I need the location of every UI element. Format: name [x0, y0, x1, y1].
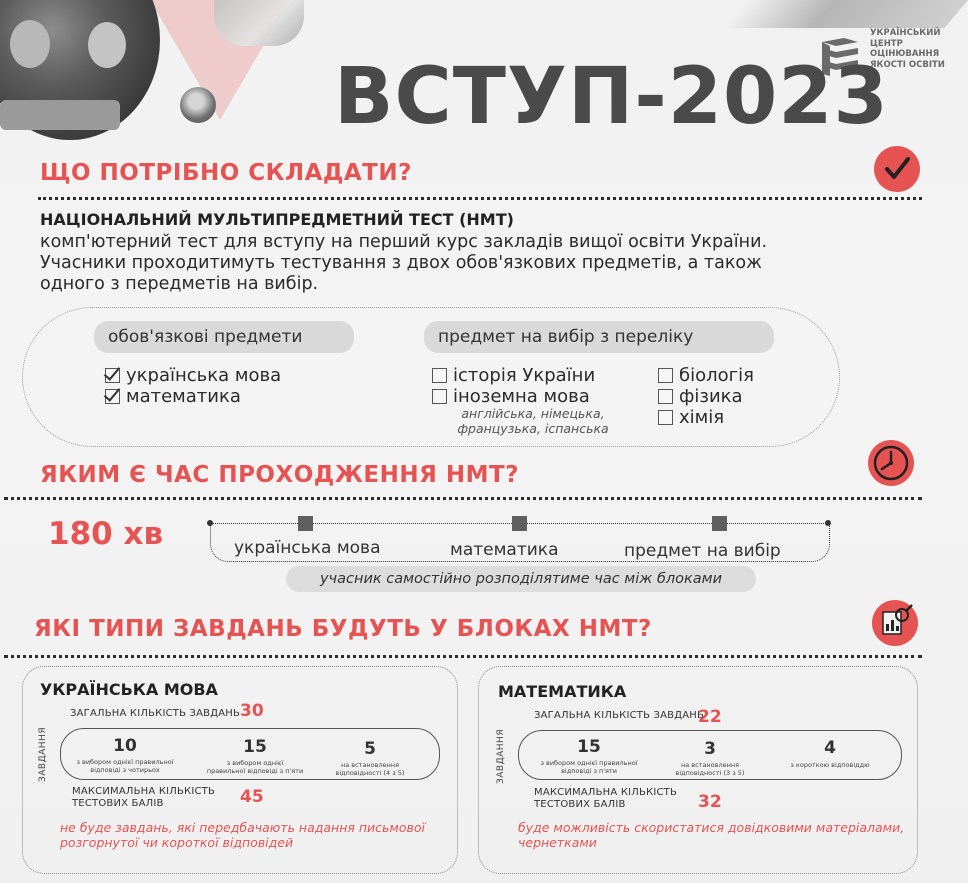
decorative-band	[725, 0, 968, 28]
list-item: математика	[105, 386, 281, 407]
section-title-time: ЯКИМ Є ЧАС ПРОХОДЖЕННЯ НМТ?	[40, 462, 519, 488]
math-total-label: ЗАГАЛЬНА КІЛЬКІСТЬ ЗАВДАНЬ	[534, 710, 705, 721]
list-item: хімія	[658, 407, 754, 428]
math-card-title: МАТЕМАТИКА	[498, 682, 627, 701]
checked-checkbox-icon	[105, 389, 120, 404]
student-small-photo	[180, 87, 216, 123]
ukr-task-desc: на встановлення відповідності (4 з 5)	[335, 761, 405, 777]
math-note: буде можливість скористатися довідковими матеріалами, чернетками	[518, 820, 905, 850]
ukr-card-title: УКРАЇНСЬКА МОВА	[40, 680, 218, 699]
section-divider	[4, 655, 922, 658]
clock-icon	[868, 440, 914, 486]
ukr-total-value: 30	[240, 701, 264, 721]
math-max-label: МАКСИМАЛЬНА КІЛЬКІСТЬ ТЕСТОВИХ БАЛІВ	[534, 787, 678, 810]
timeline-start-dot	[207, 520, 213, 526]
math-max-value: 32	[698, 792, 722, 812]
timeline-block-ukr: українська мова	[234, 538, 381, 558]
list-item: українська мова	[105, 365, 281, 386]
timeline-note: учасник самостійно розподілятиме час між блоками	[286, 566, 756, 592]
elective-subjects-label: предмет на вибір з переліку	[424, 321, 774, 353]
checkbox-icon	[658, 389, 673, 404]
math-task-desc: з короткою відповіддю	[790, 761, 870, 769]
checked-checkbox-icon	[105, 368, 120, 383]
checkbox-icon	[432, 368, 447, 383]
nmt-description: комп'ютерний тест для вступу на перший курс закладів вищої освіти України. Учасники проходитимуть тестування з двох обов'язкових предметів, а також одного з передметів на вибір.	[40, 232, 768, 294]
math-task-desc: на встановлення відповідності (3 з 5)	[675, 761, 745, 777]
list-item: історія України	[432, 365, 595, 386]
ukr-task-desc: з вибором однієї правильної відповіді з п'яти	[206, 759, 304, 775]
math-task-count: 4	[824, 738, 836, 758]
document-magnifier-icon	[872, 600, 918, 646]
timeline-block-elective: предмет на вибір	[624, 541, 781, 561]
classroom-photo	[214, 0, 304, 46]
ukr-max-value: 45	[240, 787, 264, 807]
mandatory-list	[105, 365, 281, 407]
nmt-heading: НАЦІОНАЛЬНИЙ МУЛЬТИПРЕДМЕТНИЙ ТЕСТ (НМТ)	[40, 210, 514, 229]
timeline-marker-icon	[298, 516, 313, 531]
ukr-task-count: 10	[113, 736, 137, 756]
page-title: ВСТУП-2023	[334, 52, 889, 142]
mandatory-subjects-label: обов'язкові предмети	[94, 321, 354, 353]
ukr-total-label: ЗАГАЛЬНА КІЛЬКІСТЬ ЗАВДАНЬ	[70, 708, 241, 719]
math-total-value: 22	[698, 707, 722, 727]
timeline-marker-icon	[712, 516, 727, 531]
language-options-note: англійська, німецька, французька, іспанська	[457, 406, 609, 436]
section-title-what: ЩО ПОТРІБНО СКЛАДАТИ?	[40, 160, 412, 186]
ukr-tasks-vertical-label: ЗАВДАННЯ	[38, 726, 48, 782]
list-item: фізика	[658, 386, 754, 407]
timeline-end-dot	[825, 520, 831, 526]
math-tasks-vertical-label: ЗАВДАННЯ	[496, 728, 506, 784]
section-divider	[38, 197, 922, 200]
checkbox-icon	[658, 410, 673, 425]
ukr-max-label: МАКСИМАЛЬНА КІЛЬКІСТЬ ТЕСТОВИХ БАЛІВ	[72, 786, 216, 809]
section-divider	[4, 497, 922, 500]
list-item: біологія	[658, 365, 754, 386]
checkbox-icon	[658, 368, 673, 383]
ukr-task-count: 5	[364, 739, 376, 759]
timeline-marker-icon	[512, 516, 527, 531]
ukr-note: не буде завдань, які передбачають надання письмової розгорнутої чи короткої відповідей	[60, 820, 425, 850]
checkmark-icon	[874, 146, 920, 192]
section-title-tasks: ЯКІ ТИПИ ЗАВДАНЬ БУДУТЬ У БЛОКАХ НМТ?	[34, 616, 652, 642]
duration-value: 180 хв	[48, 516, 164, 552]
elective-list-2	[658, 365, 754, 428]
math-task-count: 3	[704, 739, 716, 759]
elective-list-1	[432, 365, 595, 407]
timeline-block-math: математика	[450, 540, 559, 560]
ukr-task-desc: з вибором однієї правильної відповіді з чотирьох	[76, 758, 174, 774]
students-photo	[0, 0, 160, 140]
ukr-task-count: 15	[243, 737, 267, 757]
checkbox-icon	[432, 389, 447, 404]
logo-text: УКРАЇНСЬКИЙ ЦЕНТР ОЦІНЮВАННЯ ЯКОСТІ ОСВІТИ	[870, 28, 945, 70]
math-task-count: 15	[577, 737, 601, 757]
list-item: іноземна мова	[432, 386, 595, 407]
math-task-desc: з вибором однієї правильної відповіді з п'яти	[540, 759, 638, 775]
